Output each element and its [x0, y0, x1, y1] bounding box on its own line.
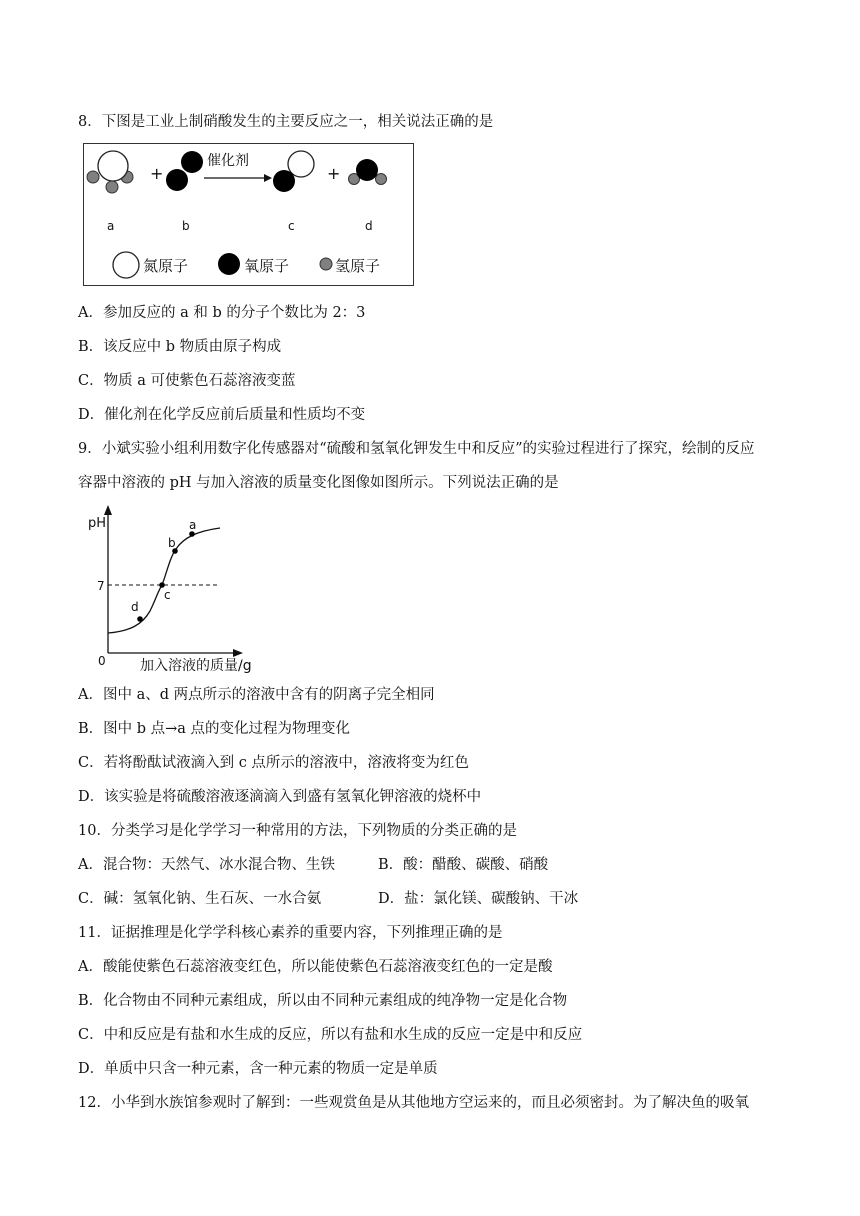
molecule-c: [273, 151, 314, 192]
q11-stem: 11．证据推理是化学学科核心素养的重要内容，下列推理正确的是: [78, 925, 503, 941]
q9-option-c: C．若将酚酞试液滴入到 c 点所示的溶液中，溶液将变为红色: [78, 755, 469, 771]
legend-nitrogen-label: 氮原子: [143, 257, 189, 275]
q11-option-b: B．化合物由不同种元素组成，所以由不同种元素组成的纯净物一定是化合物: [78, 993, 568, 1009]
point-a-label: a: [189, 518, 197, 532]
q9-option-d: D．该实验是将硫酸溶液逐滴滴入到盛有氢氧化钾溶液的烧杯中: [78, 789, 482, 805]
q11-option-a: A．酸能使紫色石蕊溶液变红色，所以能使紫色石蕊溶液变红色的一定是酸: [78, 959, 553, 975]
ph-curve: [108, 528, 220, 633]
point-c-label: c: [164, 588, 171, 602]
q9-stem-line2: 容器中溶液的 pH 与加入溶液的质量变化图像如图所示。下列说法正确的是: [78, 475, 559, 491]
legend-nitrogen-swatch: [113, 252, 139, 278]
ph7-label: 7: [97, 579, 105, 593]
origin-label: 0: [98, 654, 106, 668]
q10-option-d: D．盐：氯化镁、碳酸钠、干冰: [378, 891, 579, 907]
q8-option-d: D．催化剂在化学反应前后质量和性质均不变: [78, 407, 366, 423]
q8-option-c: C．物质 a 可使紫色石蕊溶液变蓝: [78, 373, 296, 389]
legend-oxygen-swatch: [218, 253, 240, 275]
x-axis-label: 加入溶液的质量/g: [140, 658, 252, 674]
q8-option-b: B．该反应中 b 物质由原子构成: [78, 339, 282, 355]
point-c: [159, 582, 165, 588]
reaction-diagram: [84, 144, 415, 287]
q10-option-a: A．混合物：天然气、冰水混合物、生铁: [78, 857, 335, 873]
y-axis-arrow-icon: [104, 505, 112, 515]
q8-stem: 8．下图是工业上制硝酸发生的主要反应之一，相关说法正确的是: [78, 114, 494, 130]
q8-reaction-figure: [83, 143, 414, 286]
q10-option-b: B．酸：醋酸、碳酸、硝酸: [378, 857, 549, 873]
q9-ph-chart: [80, 505, 280, 677]
x-axis-arrow-icon: [233, 649, 243, 657]
molecule-b: [166, 151, 203, 191]
legend: [113, 252, 380, 278]
label-a: a: [107, 219, 115, 233]
q9-stem-line1: 9．小斌实验小组利用数字化传感器对“硫酸和氢氧化钾发生中和反应”的实验过程进行了探究，绘制的反应: [78, 441, 755, 457]
q9-option-b: B．图中 b 点→a 点的变化过程为物理变化: [78, 721, 351, 737]
arrow-head-icon: [264, 174, 272, 182]
label-d: d: [365, 219, 373, 233]
point-d-label: d: [131, 600, 139, 614]
q9-option-a: A．图中 a、d 两点所示的溶液中含有的阴离子完全相同: [78, 687, 435, 703]
q10-stem: 10．分类学习是化学学习一种常用的方法，下列物质的分类正确的是: [78, 823, 517, 839]
legend-hydrogen-swatch: [320, 258, 332, 270]
label-c: c: [288, 219, 295, 233]
y-axis-label: pH: [88, 516, 107, 531]
q10-option-c: C．碱：氢氧化钠、生石灰、一水合氨: [78, 891, 322, 907]
label-b: b: [182, 219, 190, 233]
q12-stem: 12．小华到水族馆参观时了解到：一些观赏鱼是从其他地方空运来的，而且必须密封。为了解决鱼的吸氧: [78, 1095, 749, 1111]
point-d: [137, 616, 143, 622]
molecule-d: [349, 159, 387, 185]
q8-option-a: A．参加反应的 a 和 b 的分子个数比为 2：3: [78, 305, 366, 321]
q11-option-d: D．单质中只含一种元素，含一种元素的物质一定是单质: [78, 1061, 438, 1077]
legend-oxygen-label: 氧原子: [244, 257, 290, 275]
catalyst-label: 催化剂: [207, 153, 249, 169]
molecule-a: [87, 151, 133, 193]
plus-sign-1: +: [150, 164, 164, 183]
legend-hydrogen-label: 氢原子: [335, 257, 381, 275]
plus-sign-2: +: [327, 164, 341, 183]
point-a: [189, 531, 195, 537]
point-b-label: b: [168, 536, 176, 550]
q11-option-c: C．中和反应是有盐和水生成的反应，所以有盐和水生成的反应一定是中和反应: [78, 1027, 583, 1043]
